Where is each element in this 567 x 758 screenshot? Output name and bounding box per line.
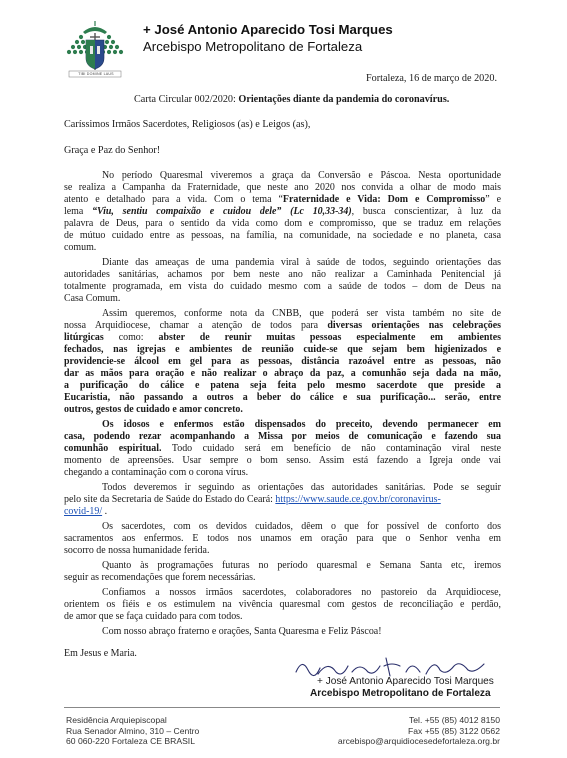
fax: Fax +55 (85) 3122 0562 (408, 725, 500, 736)
p3-line: Eucaristia, não passando a outros a beber do cálice e sua purificação... serão, entre (64, 392, 501, 403)
subject-title: Orientações diante da pandemia do coronavírus. (238, 94, 450, 105)
p5-line: pelo site da Secretaria de Saúde do Estado do Ceará: https://www.saude.ce.gov.br/coronavirus- (64, 494, 441, 505)
p4-line: chegando a contaminação com o corona vírus. (64, 467, 249, 478)
p8-line: Confiamos a nossos irmãos sacerdotes, colaboradores no pastoreio da Arquidiocese, (102, 587, 501, 598)
p3-line: nossa Arquidiocese, chamar a atenção de todos para diversas orientações nas celebrações (64, 320, 501, 331)
p1-line: se realiza a Campanha da Fraternidade, que neste ano 2020 nos convida a olhar de modo mais (64, 182, 501, 193)
salutation: Caríssimos Irmãos Sacerdotes, Religiosos (as) e Leigos (as), (64, 119, 311, 130)
p6-line: socorro de nossa humanidade ferida. (64, 545, 210, 556)
p2-line: Diante das ameaças de uma pandemia viral à saúde de todos, seguindo orientações das (102, 257, 501, 268)
p6-line: Os sacerdotes, com os devidos cuidados, dêem o que for possível de conforto dos (102, 521, 501, 532)
p3-line: fechados, nas igrejas e ambientes de reunião cuide-se que sejam bem higienizados e (64, 344, 501, 355)
p3-line: outros, gestos de cuidado e amor concreto. (64, 404, 243, 415)
p8-line: orientem os fiéis e os estimulem na vivência quaresmal com gestos de reconciliação e perdão, (64, 599, 501, 610)
coat-of-arms-logo (65, 20, 125, 78)
p5-line: covid-19/ . (64, 506, 108, 517)
address-line: Rua Senador Almino, 310 – Centro (66, 725, 200, 736)
p4-line: comunhão espiritual. Todo cuidado será em benefício de não contaminação viral neste (64, 443, 501, 454)
letter-date: Fortaleza, 16 de março de 2020. (366, 73, 497, 84)
p7-line: seguir as recomendações que forem necessárias. (64, 572, 256, 583)
email[interactable]: arcebispo@arquidiocesedefortaleza.org.br (337, 736, 500, 747)
subject-prefix: Carta Circular 002/2020: (134, 94, 239, 105)
signature-role: Arcebispo Metropolitano de Fortaleza (310, 688, 491, 699)
p8-line: de amor que se faça cuidado para com todos. (64, 611, 243, 622)
greeting: Graça e Paz do Senhor! (64, 145, 161, 156)
p1-line: lema “Viu, sentiu compaixão e cuidou dele” (Lc 10,33-34), busca conscientizar, à luz da (64, 206, 501, 217)
p1-line: atento e detalhado para a vida. Com o tema “Fraternidade e Vida: Dom e Compromisso” e (64, 194, 501, 205)
p6-line: sacramentos aos enfermos. E todos nos unamos em oração para que o Senhor venha em (64, 533, 501, 544)
footer-contact (338, 715, 500, 747)
p2-line: autoridades sanitárias, achamos por bem neste ano não realizar a Caminhada Penitencial já (64, 269, 501, 280)
p1-line: No período Quaresmal viveremos a graça da Conversão e Páscoa. Nesta oportunidade (102, 170, 501, 181)
p3-line: dar as mãos para oração e não realizar o abraço da paz, a comunhão seja dada na mão, (64, 368, 501, 379)
p3-line: providencie-se álcool em gel para as pessoas, distância razoável entre as pessoas, não (64, 356, 501, 367)
p9-line: Com nosso abraço fraterno e orações, Santa Quaresma e Feliz Páscoa! (102, 626, 382, 637)
letter-subject (134, 94, 449, 105)
p2-line: Casa Comum. (64, 293, 121, 304)
p2-line: totalmente programada, em vista do cuidado mesmo com a saúde de todos – dom de Deus na (64, 281, 501, 292)
p4-line: momento de apreensões. Usar sempre o bom senso. Assim está fazendo a Igreja onde vai (64, 455, 501, 466)
phone: Tel. +55 (85) 4012 8150 (408, 715, 500, 725)
address-line: 60 060-220 Fortaleza CE BRASIL (66, 736, 195, 747)
p4-line: Os idosos e enfermos estão dispensados do preceito, devendo permanecer em (102, 419, 501, 430)
p7-line: Quanto às programações futuras no período quaresmal e Semana Santa etc, iremos (102, 560, 501, 571)
header-title: Arcebispo Metropolitano de Fortaleza (143, 39, 363, 54)
header-name: + José Antonio Aparecido Tosi Marques (143, 22, 393, 37)
p1-line: de mútuo cuidado entre as pessoas, na família, na comunidade, na sociedade e no planeta, casa (64, 230, 501, 241)
saude-link[interactable]: https://www.saude.ce.gov.br/coronavirus- (275, 494, 441, 505)
signature-name: + José Antonio Aparecido Tosi Marques (317, 676, 494, 687)
p5-line: Todos deveremos ir seguindo as orientações das autoridades sanitárias. Pode se seguir (102, 482, 501, 493)
p3-line: litúrgicas como: abster de reunir muitas pessoas especialmente em ambientes (64, 332, 501, 343)
footer-divider (64, 707, 500, 708)
p3-line: a purificação do cálice e patena seja feita pelo mesmo sacerdote que preside a (64, 380, 501, 391)
saude-link-cont[interactable]: covid-19/ (64, 506, 103, 517)
p1-line: palavra de Deus, para o sentido da vida como dom e compromisso, que se traduz em relações (64, 218, 501, 229)
closing: Em Jesus e Maria. (64, 648, 137, 659)
address-line: Residência Arquiepiscopal (66, 715, 167, 725)
p4-line: casa, podendo rezar acompanhando a Missa por meios de comunicação e fazendo sua (64, 431, 501, 442)
p1-line: comum. (64, 242, 97, 253)
logo-motto: TIBI DOMINE LAUS (78, 72, 114, 76)
p3-line: Assim queremos, conforme nota da CNBB, que poderá ser vista também no site de (102, 308, 501, 319)
footer-address (66, 715, 199, 747)
